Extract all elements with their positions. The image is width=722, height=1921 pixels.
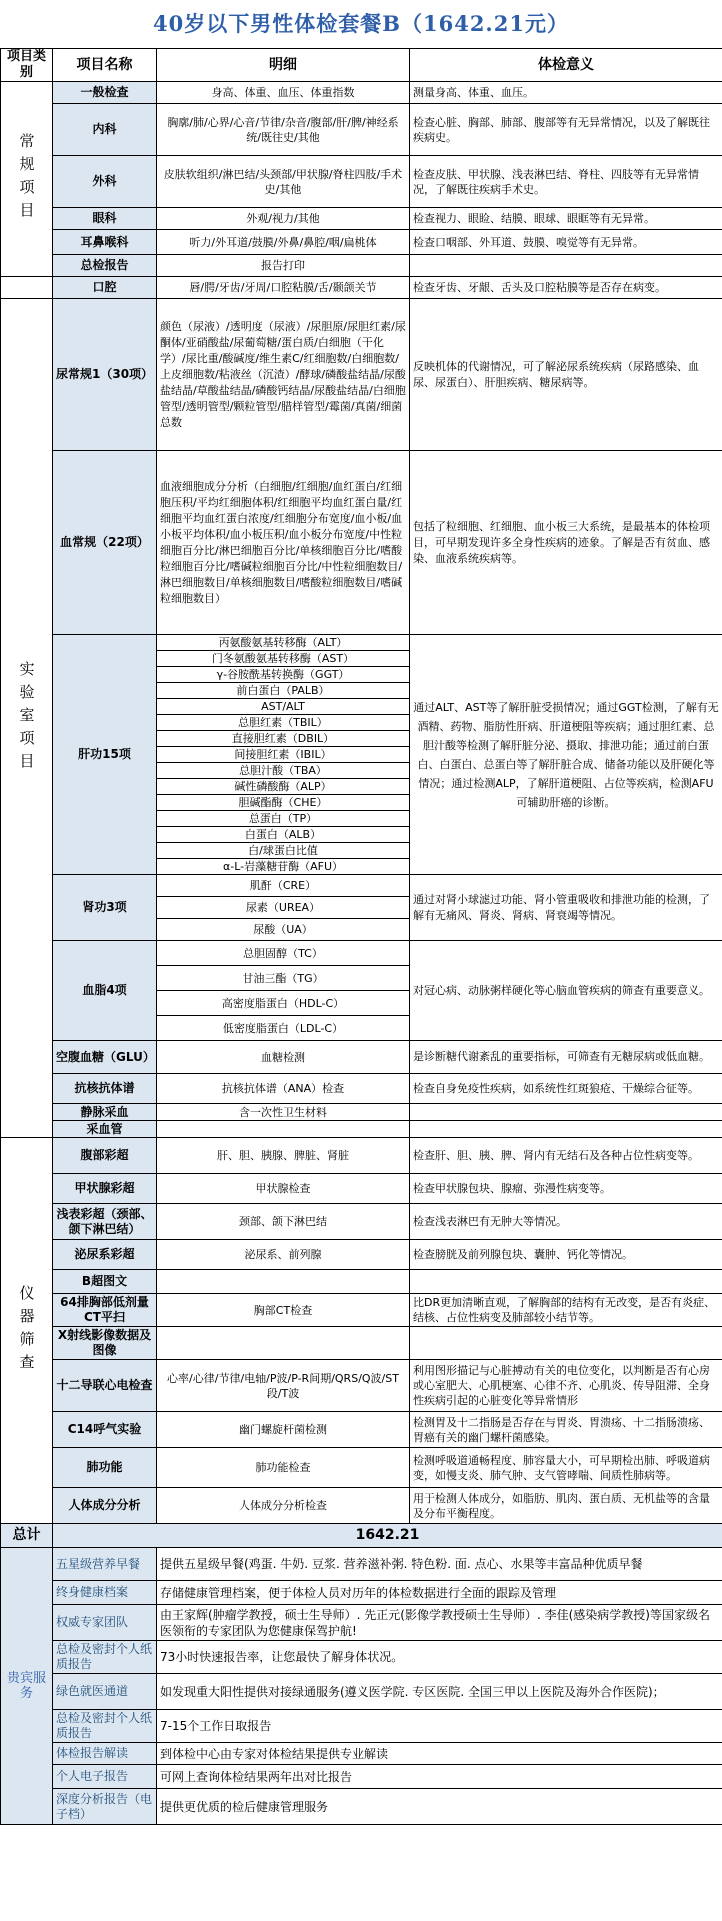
item-name: 抗核抗体谱 (53, 1074, 157, 1104)
vip-row (1, 1743, 722, 1765)
routine-row (1, 82, 722, 104)
item-meaning: 检测呼吸道通畅程度、肺容量大小，可早期检出肺、呼吸道病变，如慢支炎、肺气肿、支气管哮喘、间质性肺病等。 (410, 1448, 722, 1488)
item-detail: AST/ALT (157, 699, 410, 715)
vip-service-name: 权威专家团队 (53, 1605, 157, 1641)
lab-row (1, 1121, 722, 1138)
item-name: 耳鼻喉科 (53, 230, 157, 255)
item-detail: 血糖检测 (157, 1041, 410, 1074)
item-meaning: 检查膀胱及前列腺包块、囊肿、钙化等情况。 (410, 1240, 722, 1270)
item-detail: 丙氨酸氨基转移酶（ALT） (157, 635, 410, 651)
item-name: 血常规（22项） (53, 451, 157, 635)
lab-row (1, 875, 722, 897)
header-category: 项目类别 (1, 49, 53, 82)
item-meaning: 检查肝、胆、胰、脾、肾内有无结石及各种占位性病变等。 (410, 1138, 722, 1174)
item-meaning (410, 1121, 722, 1138)
lab-row (1, 635, 722, 651)
item-name: 外科 (53, 156, 157, 208)
item-detail: 颜色（尿液）/透明度（尿液）/尿胆原/尿胆红素/尿酮体/亚硝酸盐/尿葡萄糖/蛋白质/白细胞（干化学）/尿比重/酸碱度/维生素C/红细胞数/白细胞数/上皮细胞数/粘液丝（沉渣）/酵球/磷酸盐结晶/尿酸盐结晶/草酸盐结晶/磷酸钙结晶/尿酸盐结晶/白细胞管型/透明管型/颗粒管型/腊样管型/霉菌/真菌/细菌总数 (157, 299, 410, 451)
lab-row (1, 299, 722, 451)
item-detail: 肺功能检查 (157, 1448, 410, 1488)
item-meaning: 用于检测人体成分，如脂肪、肌肉、蛋白质、无机盐等的含量及分布平衡程度。 (410, 1488, 722, 1524)
routine-row (1, 255, 722, 277)
item-detail: α-L-岩藻糖苷酶（AFU） (157, 859, 410, 875)
instrument-row (1, 1240, 722, 1270)
vip-service-desc: 如发现重大阳性提供对接绿通服务(遵义医学院. 专区医院. 全国三甲以上医院及海外合作医院)； (157, 1674, 722, 1710)
item-name: 尿常规1（30项） (53, 299, 157, 451)
item-meaning: 检查自身免疫性疾病，如系统性红斑狼疮、干燥综合征等。 (410, 1074, 722, 1104)
item-name: 内科 (53, 104, 157, 156)
item-detail: 听力/外耳道/鼓膜/外鼻/鼻腔/咽/扁桃体 (157, 230, 410, 255)
header-meaning: 体检意义 (410, 49, 722, 82)
lab-row (1, 941, 722, 966)
item-detail: 直接胆红素（DBIL） (157, 731, 410, 747)
vip-service-desc: 可网上查询体检结果两年出对比报告 (157, 1765, 722, 1789)
item-detail: 总胆固醇（TC） (157, 941, 410, 966)
item-meaning: 测量身高、体重、血压。 (410, 82, 722, 104)
item-detail: 唇/腭/牙齿/牙周/口腔粘膜/舌/颞颌关节 (157, 277, 410, 299)
instrument-row (1, 1294, 722, 1327)
item-name: 口腔 (53, 277, 157, 299)
vip-row (1, 1548, 722, 1581)
item-detail: 身高、体重、血压、体重指数 (157, 82, 410, 104)
item-name: 甲状腺彩超 (53, 1174, 157, 1204)
instrument-row (1, 1174, 722, 1204)
item-detail: 人体成分分析检查 (157, 1488, 410, 1524)
instrument-row (1, 1327, 722, 1360)
page-title: 40岁以下男性体检套餐B（1642.21元） (153, 11, 569, 36)
item-meaning: 是诊断糖代谢紊乱的重要指标，可筛查有无糖尿病或低血糖。 (410, 1041, 722, 1074)
item-name: 腹部彩超 (53, 1138, 157, 1174)
item-name: 眼科 (53, 208, 157, 230)
item-detail: 尿酸（UA） (157, 919, 410, 941)
item-detail: 泌尿系、前列腺 (157, 1240, 410, 1270)
item-name: 血脂4项 (53, 941, 157, 1041)
item-meaning: 检查皮肤、甲状腺、浅表淋巴结、脊柱、四肢等有无异常情况，了解既往疾病手术史。 (410, 156, 722, 208)
item-name: 64排胸部低剂量CT平扫 (53, 1294, 157, 1327)
item-name: 静脉采血 (53, 1104, 157, 1121)
instrument-row (1, 1270, 722, 1294)
item-name: 肾功3项 (53, 875, 157, 941)
item-detail: 皮肤软组织/淋巴结/头颈部/甲状腺/脊柱四肢/手术史/其他 (157, 156, 410, 208)
item-detail: 间接胆红素（IBIL） (157, 747, 410, 763)
header-row (1, 49, 722, 82)
vip-row (1, 1641, 722, 1674)
header-name: 项目名称 (53, 49, 157, 82)
item-meaning: 检查心脏、胸部、肺部、腹部等有无异常情况，以及了解既往疾病史。 (410, 104, 722, 156)
item-name: 十二导联心电检查 (53, 1360, 157, 1412)
item-name: 一般检查 (53, 82, 157, 104)
vip-service-desc: 7-15个工作日取报告 (157, 1710, 722, 1743)
instrument-row (1, 1412, 722, 1448)
item-name: 泌尿系彩超 (53, 1240, 157, 1270)
instrument-row (1, 1138, 722, 1174)
routine-row (1, 156, 722, 208)
item-detail: 前白蛋白（PALB） (157, 683, 410, 699)
item-detail: 甲状腺检查 (157, 1174, 410, 1204)
item-detail (157, 1327, 410, 1360)
lab-row (1, 1041, 722, 1074)
item-detail: γ-谷胺酰基转换酶（GGT） (157, 667, 410, 683)
item-detail: 血液细胞成分分析（白细胞/红细胞/血红蛋白/红细胞压积/平均红细胞体积/红细胞平均血红蛋白量/红细胞平均血红蛋白浓度/红细胞分布宽度/血小板/血小板平均体积/血小板压积/血小板分布宽度/中性粒细胞百分比/淋巴细胞百分比/单核细胞百分比/嗜酸粒细胞百分比/嗜碱粒细胞百分比/中性粒细胞数目/淋巴细胞数目/单核细胞数目/嗜酸粒细胞数目/嗜碱粒细胞数目） (157, 451, 410, 635)
item-detail: 总蛋白（TP） (157, 811, 410, 827)
vip-service-desc: 到体检中心由专家对体检结果提供专业解读 (157, 1743, 722, 1765)
item-name: 浅表彩超（颈部、颌下淋巴结） (53, 1204, 157, 1240)
instrument-row (1, 1204, 722, 1240)
vip-row (1, 1789, 722, 1825)
item-name: X射线影像数据及图像 (53, 1327, 157, 1360)
item-meaning: 检查视力、眼睑、结膜、眼球、眼眶等有无异常。 (410, 208, 722, 230)
item-detail: 碱性磷酸酶（ALP） (157, 779, 410, 795)
vip-service-name: 绿色就医通道 (53, 1674, 157, 1710)
item-detail: 总胆汁酸（TBA） (157, 763, 410, 779)
vip-service-name: 总检及密封个人纸质报告 (53, 1710, 157, 1743)
item-meaning: 检查浅表淋巴有无肿大等情况。 (410, 1204, 722, 1240)
item-detail: 白蛋白（ALB） (157, 827, 410, 843)
instrument-row (1, 1488, 722, 1524)
header-detail: 明细 (157, 49, 410, 82)
item-detail: 肝、胆、胰腺、脾脏、肾脏 (157, 1138, 410, 1174)
category-vip: 贵宾服务 (1, 1548, 53, 1825)
item-meaning: 检查牙齿、牙龈、舌头及口腔粘膜等是否存在病变。 (410, 277, 722, 299)
vip-service-name: 总检及密封个人纸质报告 (53, 1641, 157, 1674)
routine-row (1, 208, 722, 230)
vip-service-name: 终身健康档案 (53, 1581, 157, 1605)
item-name: 总检报告 (53, 255, 157, 277)
item-meaning: 对冠心病、动脉粥样硬化等心脑血管疾病的筛查有重要意义。 (410, 941, 722, 1041)
item-meaning: 检测胃及十二指肠是否存在与胃炎、胃溃疡、十二指肠溃疡、胃癌有关的幽门螺杆菌感染。 (410, 1412, 722, 1448)
item-name: C14呼气实验 (53, 1412, 157, 1448)
vip-service-desc: 提供五星级早餐(鸡蛋. 牛奶. 豆浆. 营养滋补粥. 特色粉. 面. 点心、水果等丰富品种优质早餐 (157, 1548, 722, 1581)
instrument-row (1, 1360, 722, 1412)
vip-service-desc: 73小时快速报告率，让您最快了解身体状况。 (157, 1641, 722, 1674)
vip-row (1, 1605, 722, 1641)
item-name: 肝功15项 (53, 635, 157, 875)
item-meaning: 检查口咽部、外耳道、鼓膜、嗅觉等有无异常。 (410, 230, 722, 255)
vip-service-name: 深度分析报告（电子档） (53, 1789, 157, 1825)
total-row (1, 1524, 722, 1548)
item-detail: 总胆红素（TBIL） (157, 715, 410, 731)
item-detail: 幽门螺旋杆菌检测 (157, 1412, 410, 1448)
item-name: 采血管 (53, 1121, 157, 1138)
vip-service-desc: 存储健康管理档案，便于体检人员对历年的体检数据进行全面的跟踪及管理 (157, 1581, 722, 1605)
total-value: 1642.21 (53, 1524, 722, 1548)
item-detail: 低密度脂蛋白（LDL-C） (157, 1016, 410, 1041)
routine-row (1, 230, 722, 255)
item-detail: 心率/心律/节律/电轴/P波/P-R间期/QRS/Q波/ST段/T波 (157, 1360, 410, 1412)
item-meaning: 通过ALT、AST等了解肝脏受损情况；通过GGT检测，了解有无酒精、药物、脂肪性肝病、肝道梗阻等疾病；通过胆红素、总胆汁酸等检测了解肝脏分泌、摄取、排泄功能；通过前白蛋白、白蛋白、总蛋白等了解肝脏合成、储备功能以及肝硬化等情况；通过检测ALP，了解肝道梗阻、占位等疾病，检测AFU可辅助肝癌的诊断。 (410, 635, 722, 875)
item-detail: 门冬氨酸氨基转移酶（AST） (157, 651, 410, 667)
item-meaning (410, 255, 722, 277)
routine-row (1, 104, 722, 156)
category-instrument: 仪器筛查 (1, 1138, 53, 1524)
vip-row (1, 1581, 722, 1605)
vip-service-desc: 提供更优质的检后健康管理服务 (157, 1789, 722, 1825)
category-routine: 常规项目 (1, 82, 53, 277)
item-detail: 肌酐（CRE） (157, 875, 410, 897)
category-lab: 实验室项目 (1, 299, 53, 1138)
item-detail: 胸部CT检查 (157, 1294, 410, 1327)
item-detail (157, 1270, 410, 1294)
lab-row (1, 1074, 722, 1104)
item-name: 人体成分分析 (53, 1488, 157, 1524)
item-meaning (410, 1104, 722, 1121)
lab-row (1, 451, 722, 635)
item-detail (157, 1121, 410, 1138)
item-detail: 胸廓/肺/心界/心音/节律/杂音/腹部/肝/脾/神经系统/既往史/其他 (157, 104, 410, 156)
package-table (0, 48, 722, 1825)
total-label: 总计 (1, 1524, 53, 1548)
item-detail: 外观/视力/其他 (157, 208, 410, 230)
vip-service-name: 个人电子报告 (53, 1765, 157, 1789)
item-detail: 高密度脂蛋白（HDL-C） (157, 991, 410, 1016)
item-meaning: 反映机体的代谢情况，可了解泌尿系统疾病（尿路感染、血尿、尿蛋白）、肝胆疾病、糖尿病等。 (410, 299, 722, 451)
item-detail: 尿素（UREA） (157, 897, 410, 919)
vip-row (1, 1710, 722, 1743)
vip-service-desc: 由王家辉(肿瘤学教授，硕士生导师）. 先正元(影像学教授硕士生导师）. 李佳(感染病学教授)等国家级名医领衔的专家团队为您健康保驾护航! (157, 1605, 722, 1641)
item-detail: 抗核抗体谱（ANA）检查 (157, 1074, 410, 1104)
item-detail: 含一次性卫生材料 (157, 1104, 410, 1121)
item-name: 肺功能 (53, 1448, 157, 1488)
vip-row (1, 1765, 722, 1789)
item-detail: 胆碱酯酶（CHE） (157, 795, 410, 811)
category-blank (1, 277, 53, 299)
item-meaning: 检查甲状腺包块、腺瘤、弥漫性病变等。 (410, 1174, 722, 1204)
item-detail: 白/球蛋白比值 (157, 843, 410, 859)
vip-row (1, 1674, 722, 1710)
item-detail: 颈部、颌下淋巴结 (157, 1204, 410, 1240)
item-meaning (410, 1270, 722, 1294)
item-name: B超图文 (53, 1270, 157, 1294)
item-meaning: 利用图形描记与心脏搏动有关的电位变化，以判断是否有心房或心室肥大、心肌梗塞、心律不齐、心肌炎、传导阻滞、全身性疾病引起的心脏变化等异常情形 (410, 1360, 722, 1412)
instrument-row (1, 1448, 722, 1488)
item-meaning: 通过对肾小球滤过功能、肾小管重吸收和排泄功能的检测，了解有无痛风、肾炎、肾病、肾衰竭等情况。 (410, 875, 722, 941)
item-name: 空腹血糖（GLU） (53, 1041, 157, 1074)
item-detail: 甘油三酯（TG） (157, 966, 410, 991)
vip-service-name: 体检报告解读 (53, 1743, 157, 1765)
item-meaning: 包括了粒细胞、红细胞、血小板三大系统，是最基本的体检项目，可早期发现许多全身性疾病的迹象。了解是否有贫血、感染、血液系统疾病等。 (410, 451, 722, 635)
item-meaning (410, 1327, 722, 1360)
lab-row (1, 1104, 722, 1121)
item-meaning: 比DR更加清晰直观，了解胸部的结构有无改变，是否有炎症、结核、占位性病变及肺部较小结节等。 (410, 1294, 722, 1327)
item-detail: 报告打印 (157, 255, 410, 277)
vip-service-name: 五星级营养早餐 (53, 1548, 157, 1581)
routine-row (1, 277, 722, 299)
